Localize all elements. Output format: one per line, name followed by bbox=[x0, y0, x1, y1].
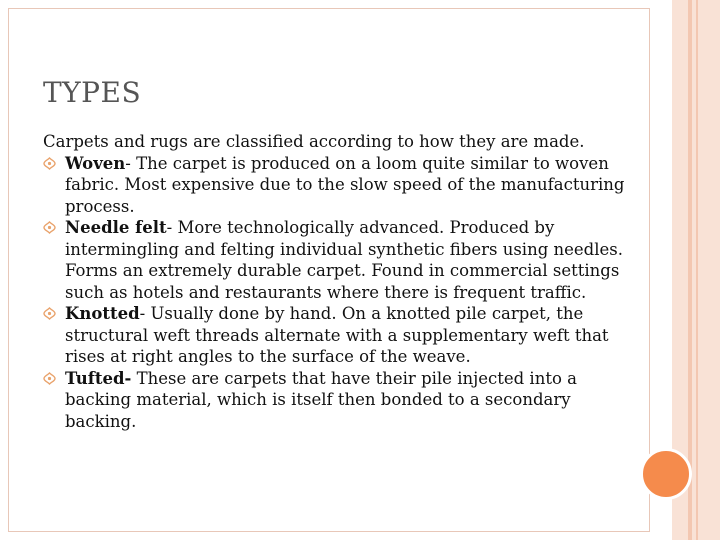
bullet-item-needle-felt bbox=[43, 217, 633, 303]
decorative-stripe bbox=[696, 0, 698, 540]
fleuron-bullet-icon bbox=[43, 372, 56, 385]
intro-paragraph: Carpets and rugs are classified according to how they are made. bbox=[43, 132, 585, 151]
term-description: These are carpets that have their pile injected into a backing material, which is itself then bonded to a secondary backing. bbox=[65, 368, 577, 431]
bullet-item-woven bbox=[43, 153, 633, 218]
term-description: More technologically advanced. Produced by intermingling and felting individual synthetic fibers using needles. Forms an extremely durable carpet. Found in commercial settings such as hotels and restaurants where there is frequent traffic. bbox=[65, 218, 623, 302]
slide-body bbox=[43, 131, 633, 432]
term-separator: - bbox=[125, 153, 137, 173]
term-separator: - bbox=[166, 218, 178, 237]
term-description: Usually done by hand. On a knotted pile carpet, the structural weft threads alternate with a supplementary weft that rises at right angles to the surface of the weave. bbox=[65, 304, 609, 366]
fleuron-bullet-icon bbox=[43, 307, 56, 320]
term-label: Knotted bbox=[65, 304, 140, 323]
accent-circle-decoration bbox=[640, 448, 692, 500]
slide-title: TYPES bbox=[43, 76, 142, 109]
term-separator: - bbox=[139, 304, 151, 323]
fleuron-bullet-icon bbox=[43, 157, 56, 170]
bullet-item-tufted bbox=[43, 368, 633, 433]
term-label: Tufted- bbox=[65, 368, 132, 388]
term-label: Needle felt bbox=[65, 218, 167, 237]
fleuron-bullet-icon bbox=[43, 221, 56, 234]
decorative-stripe bbox=[688, 0, 692, 540]
term-label: Woven bbox=[65, 153, 126, 173]
bullet-item-knotted bbox=[43, 303, 633, 368]
term-description: The carpet is produced on a loom quite similar to woven fabric. Most expensive due to the slow speed of the manufacturing process. bbox=[65, 153, 625, 216]
